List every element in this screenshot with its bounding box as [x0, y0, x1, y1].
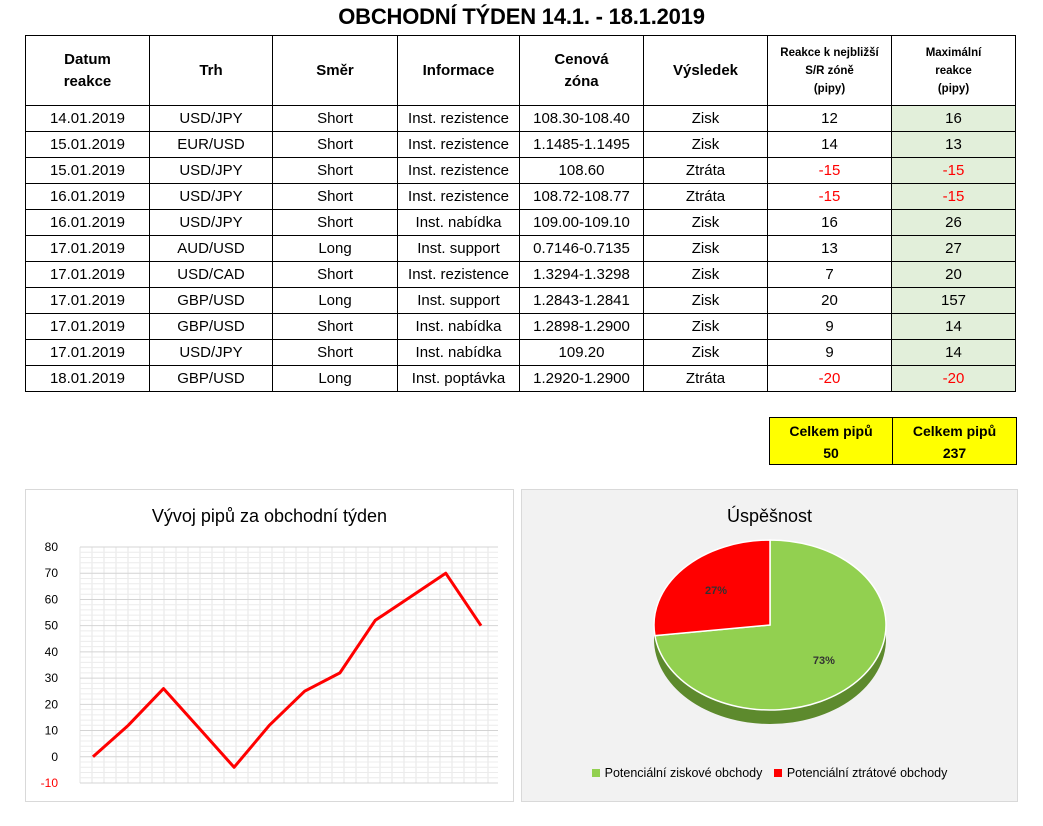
table-row	[26, 184, 1016, 210]
cell-date: 17.01.2019	[26, 340, 150, 366]
cell-market: USD/JPY	[150, 340, 273, 366]
y-tick-label: 30	[44, 671, 58, 686]
cell-reaction: -15	[768, 158, 892, 184]
table-row	[26, 340, 1016, 366]
cell-zone: 109.20	[520, 340, 644, 366]
cell-result: Ztráta	[644, 184, 768, 210]
cell-market: GBP/USD	[150, 314, 273, 340]
cell-date: 16.01.2019	[26, 210, 150, 236]
y-tick-label: -10	[40, 776, 58, 790]
page-title: OBCHODNÍ TÝDEN 14.1. - 18.1.2019	[338, 4, 705, 29]
y-tick-label: 20	[44, 697, 58, 712]
y-tick-label: 60	[44, 592, 58, 607]
cell-market: GBP/USD	[150, 288, 273, 314]
cell-market: USD/CAD	[150, 262, 273, 288]
cell-result: Zisk	[644, 236, 768, 262]
cell-direction: Short	[273, 132, 398, 158]
cell-date: 18.01.2019	[26, 366, 150, 392]
cell-reaction: 9	[768, 340, 892, 366]
cell-zone: 1.3294-1.3298	[520, 262, 644, 288]
cell-zone: 108.72-108.77	[520, 184, 644, 210]
cell-max: 14	[892, 314, 1016, 340]
cell-market: USD/JPY	[150, 184, 273, 210]
cell-result: Zisk	[644, 288, 768, 314]
header-reaction: Reakce k nejbližší S/R zóně (pipy)	[768, 36, 892, 106]
header-result: Výsledek	[644, 36, 768, 106]
cell-reaction: 14	[768, 132, 892, 158]
total-reaction: Celkem pipů 50	[769, 417, 893, 465]
cell-result: Zisk	[644, 210, 768, 236]
cell-info: Inst. rezistence	[398, 158, 520, 184]
cell-reaction: 12	[768, 106, 892, 132]
table-row	[26, 158, 1016, 184]
cell-date: 17.01.2019	[26, 236, 150, 262]
cell-direction: Long	[273, 288, 398, 314]
cell-zone: 108.60	[520, 158, 644, 184]
legend-item-loss: Potenciální ztrátové obchody	[774, 766, 948, 780]
cell-info: Inst. poptávka	[398, 366, 520, 392]
pie-chart-title: Úspěšnost	[726, 506, 813, 526]
cell-info: Inst. rezistence	[398, 262, 520, 288]
cell-result: Zisk	[644, 340, 768, 366]
legend-swatch-loss	[774, 769, 782, 777]
cell-market: AUD/USD	[150, 236, 273, 262]
cell-direction: Short	[273, 184, 398, 210]
line-chart	[25, 489, 514, 802]
trades-table	[25, 35, 1016, 392]
table-row	[26, 314, 1016, 340]
totals	[769, 417, 1017, 465]
cell-market: EUR/USD	[150, 132, 273, 158]
cell-market: USD/JPY	[150, 210, 273, 236]
cell-zone: 0.7146-0.7135	[520, 236, 644, 262]
line-chart-title: Vývoj pipů za obchodní týden	[151, 506, 388, 526]
cell-max: -20	[892, 366, 1016, 392]
cell-reaction: -15	[768, 184, 892, 210]
pie-chart	[521, 489, 1018, 802]
header-zone: Cenová zóna	[520, 36, 644, 106]
cell-zone: 1.1485-1.1495	[520, 132, 644, 158]
cell-reaction: 7	[768, 262, 892, 288]
y-tick-label: 10	[44, 723, 58, 738]
cell-direction: Short	[273, 262, 398, 288]
cell-info: Inst. nabídka	[398, 314, 520, 340]
cell-zone: 1.2898-1.2900	[520, 314, 644, 340]
table-row	[26, 236, 1016, 262]
cell-reaction: 20	[768, 288, 892, 314]
table-row	[26, 132, 1016, 158]
cell-max: -15	[892, 184, 1016, 210]
cell-info: Inst. rezistence	[398, 184, 520, 210]
cell-max: 13	[892, 132, 1016, 158]
line-chart-plot	[26, 490, 513, 801]
cell-max: 26	[892, 210, 1016, 236]
pie-slice-label: 27%	[705, 585, 728, 598]
cell-info: Inst. support	[398, 236, 520, 262]
cell-reaction: 16	[768, 210, 892, 236]
table-row	[26, 288, 1016, 314]
cell-date: 16.01.2019	[26, 184, 150, 210]
cell-direction: Long	[273, 236, 398, 262]
cell-date: 15.01.2019	[26, 132, 150, 158]
cell-max: 27	[892, 236, 1016, 262]
series-line	[93, 573, 481, 767]
cell-reaction: 9	[768, 314, 892, 340]
cell-info: Inst. support	[398, 288, 520, 314]
cell-reaction: -20	[768, 366, 892, 392]
cell-max: 20	[892, 262, 1016, 288]
cell-direction: Short	[273, 106, 398, 132]
total-max-reaction: Celkem pipů 237	[893, 417, 1017, 465]
cell-result: Ztráta	[644, 158, 768, 184]
pie-legend	[522, 766, 1017, 780]
cell-date: 17.01.2019	[26, 262, 150, 288]
cell-market: GBP/USD	[150, 366, 273, 392]
cell-reaction: 13	[768, 236, 892, 262]
header-max-reaction: Maximální reakce (pipy)	[892, 36, 1016, 106]
cell-max: 14	[892, 340, 1016, 366]
cell-result: Ztráta	[644, 366, 768, 392]
pie-slice-label: 73%	[812, 654, 835, 667]
cell-info: Inst. rezistence	[398, 106, 520, 132]
table-row	[26, 210, 1016, 236]
y-tick-label: 50	[44, 618, 58, 633]
cell-info: Inst. nabídka	[398, 210, 520, 236]
header-market: Trh	[150, 36, 273, 106]
y-tick-label: 70	[44, 566, 58, 581]
cell-info: Inst. nabídka	[398, 340, 520, 366]
cell-info: Inst. rezistence	[398, 132, 520, 158]
cell-direction: Long	[273, 366, 398, 392]
table-header-row	[26, 36, 1016, 106]
cell-result: Zisk	[644, 106, 768, 132]
table-row	[26, 366, 1016, 392]
cell-result: Zisk	[644, 262, 768, 288]
cell-market: USD/JPY	[150, 158, 273, 184]
legend-swatch-win	[592, 769, 600, 777]
cell-direction: Short	[273, 210, 398, 236]
cell-zone: 1.2920-1.2900	[520, 366, 644, 392]
cell-zone: 109.00-109.10	[520, 210, 644, 236]
cell-zone: 1.2843-1.2841	[520, 288, 644, 314]
cell-date: 17.01.2019	[26, 288, 150, 314]
y-tick-label: 80	[44, 540, 58, 554]
cell-max: -15	[892, 158, 1016, 184]
cell-direction: Short	[273, 314, 398, 340]
cell-direction: Short	[273, 340, 398, 366]
cell-max: 16	[892, 106, 1016, 132]
cell-result: Zisk	[644, 132, 768, 158]
cell-date: 14.01.2019	[26, 106, 150, 132]
table-row	[26, 106, 1016, 132]
cell-date: 17.01.2019	[26, 314, 150, 340]
cell-direction: Short	[273, 158, 398, 184]
header-date: Datum reakce	[26, 36, 150, 106]
pie-chart-plot	[522, 510, 1017, 770]
y-tick-label: 0	[51, 749, 58, 764]
cell-max: 157	[892, 288, 1016, 314]
y-tick-label: 40	[44, 644, 58, 659]
cell-market: USD/JPY	[150, 106, 273, 132]
legend-item-win: Potenciální ziskové obchody	[592, 766, 763, 780]
header-direction: Směr	[273, 36, 398, 106]
cell-date: 15.01.2019	[26, 158, 150, 184]
cell-result: Zisk	[644, 314, 768, 340]
header-info: Informace	[398, 36, 520, 106]
table-row	[26, 262, 1016, 288]
cell-zone: 108.30-108.40	[520, 106, 644, 132]
